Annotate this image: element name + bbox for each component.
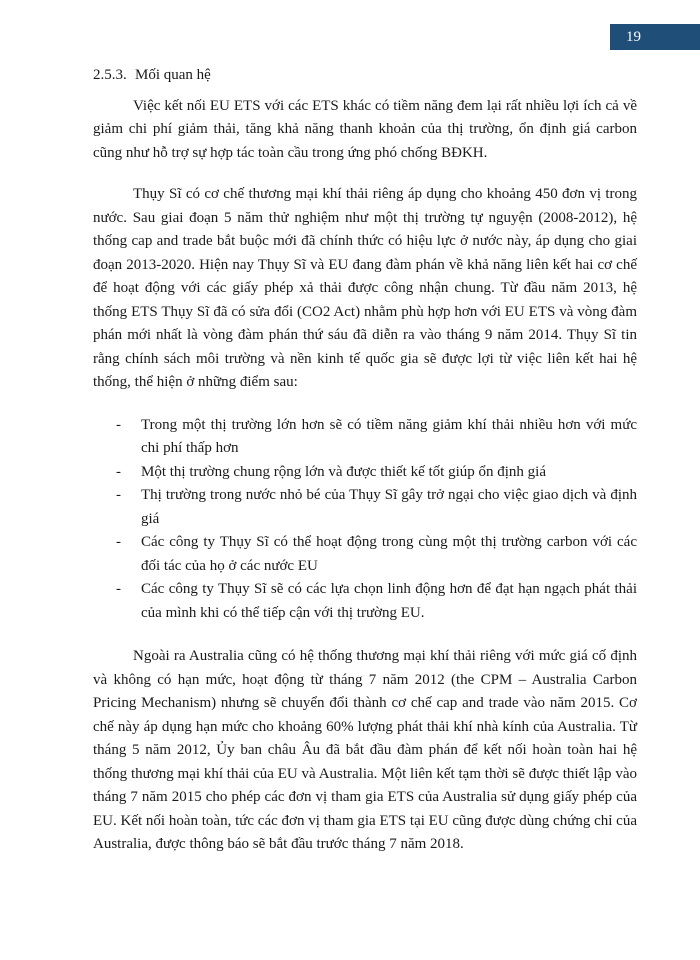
- paragraph: Ngoài ra Australia cũng có hệ thống thương mại khí thải riêng với mức giá cố định và không có hạn mức, hoạt động từ tháng 7 năm 2012 (the CPM – Australia Carbon Pricing Mechanism) nhưng sẽ chuyển đổi thành cơ chế cap and trade vào năm 2015. Cơ chế này áp dụng hạn mức cho khoảng 60% lượng phát thải khí nhà kính của Australia. Từ tháng 5 năm 2012, Ủy ban châu Âu đã bắt đầu đàm phán để kết nối hoàn toàn hai hệ thống thương mại khí thải của EU và Australia. Một liên kết tạm thời sẽ được thiết lập vào tháng 7 năm 2015 cho phép các đơn vị tham gia ETS của Australia sử dụng giấy phép của EU. Kết nối hoàn toàn, tức các đơn vị tham gia ETS tại EU cũng được dùng chứng chỉ của Australia, được thông báo sẽ bắt đầu trước tháng 7 năm 2018.: [93, 648, 637, 852]
- list-item: [93, 484, 637, 531]
- list-item-text: Các công ty Thụy Sĩ có thể hoạt động trong cùng một thị trường carbon với các đối tác của họ ở các nước EU: [141, 534, 637, 574]
- list-item: [93, 414, 637, 461]
- bullet-marker: -: [116, 416, 121, 433]
- page-number: 19: [610, 24, 700, 50]
- bullet-marker: -: [116, 534, 121, 550]
- bullet-list: [93, 414, 637, 626]
- paragraph: Thụy Sĩ có cơ chế thương mại khí thải riêng áp dụng cho khoảng 450 đơn vị trong nước. Sau giai đoạn 5 năm thử nghiệm như một thị trường tự nguyện (2008-2012), hệ thống cap and trade bắt buộc mới đã chính thức có hiệu lực ở nước này, áp dụng cho giai đoạn 2013-2020. Hiện nay Thụy Sĩ và EU đang đàm phán về khả năng liên kết hai cơ chế để hoạt động với các giấy phép xả thải được công nhận chung. Từ đầu năm 2013, hệ thống ETS Thụy Sĩ đã có sửa đổi (CO2 Act) nhằm phù hợp hơn với EU ETS và vòng đàm phán mới nhất là vòng đàm phán thứ sáu đã diễn ra vào tháng 9 năm 2014. Thụy Sĩ tin rằng chính sách môi trường và nền kinh tế quốc gia sẽ được lợi từ việc liên kết hai hệ thống, thể hiện ở những điểm sau:: [93, 186, 637, 390]
- list-item: [93, 578, 637, 625]
- bullet-marker: -: [116, 463, 121, 480]
- list-item: [93, 531, 637, 578]
- section-heading: [93, 64, 637, 88]
- bullet-marker: -: [116, 581, 121, 597]
- list-item-text: Các công ty Thụy Sĩ sẽ có các lựa chọn linh động hơn để đạt hạn ngạch phát thải của mình khi có thể tiếp cận với thị trường EU.: [141, 581, 637, 621]
- list-item-text: Một thị trường chung rộng lớn và được thiết kế tốt giúp ổn định giá: [141, 463, 547, 480]
- list-item-text: Thị trường trong nước nhỏ bé của Thụy Sĩ gây trở ngại cho việc giao dịch và định giá: [141, 487, 637, 527]
- section-number: 2.5.3.: [93, 67, 127, 83]
- bullet-marker: -: [116, 487, 121, 503]
- list-item-text: Trong một thị trường lớn hơn sẽ có tiềm năng giảm khí thải nhiều hơn với mức chi phí thấp hơn: [141, 416, 637, 456]
- section-title: Mối quan hệ: [135, 67, 211, 83]
- paragraph: Việc kết nối EU ETS với các ETS khác có tiềm năng đem lại rất nhiều lợi ích cả về giảm chi phí giảm thải, tăng khả năng thanh khoản của thị trường, ổn định giá carbon cũng như hỗ trợ sự hợp tác toàn cầu trong ứng phó chống BĐKH.: [93, 97, 637, 161]
- document-body: [93, 64, 637, 857]
- list-item: [93, 461, 637, 485]
